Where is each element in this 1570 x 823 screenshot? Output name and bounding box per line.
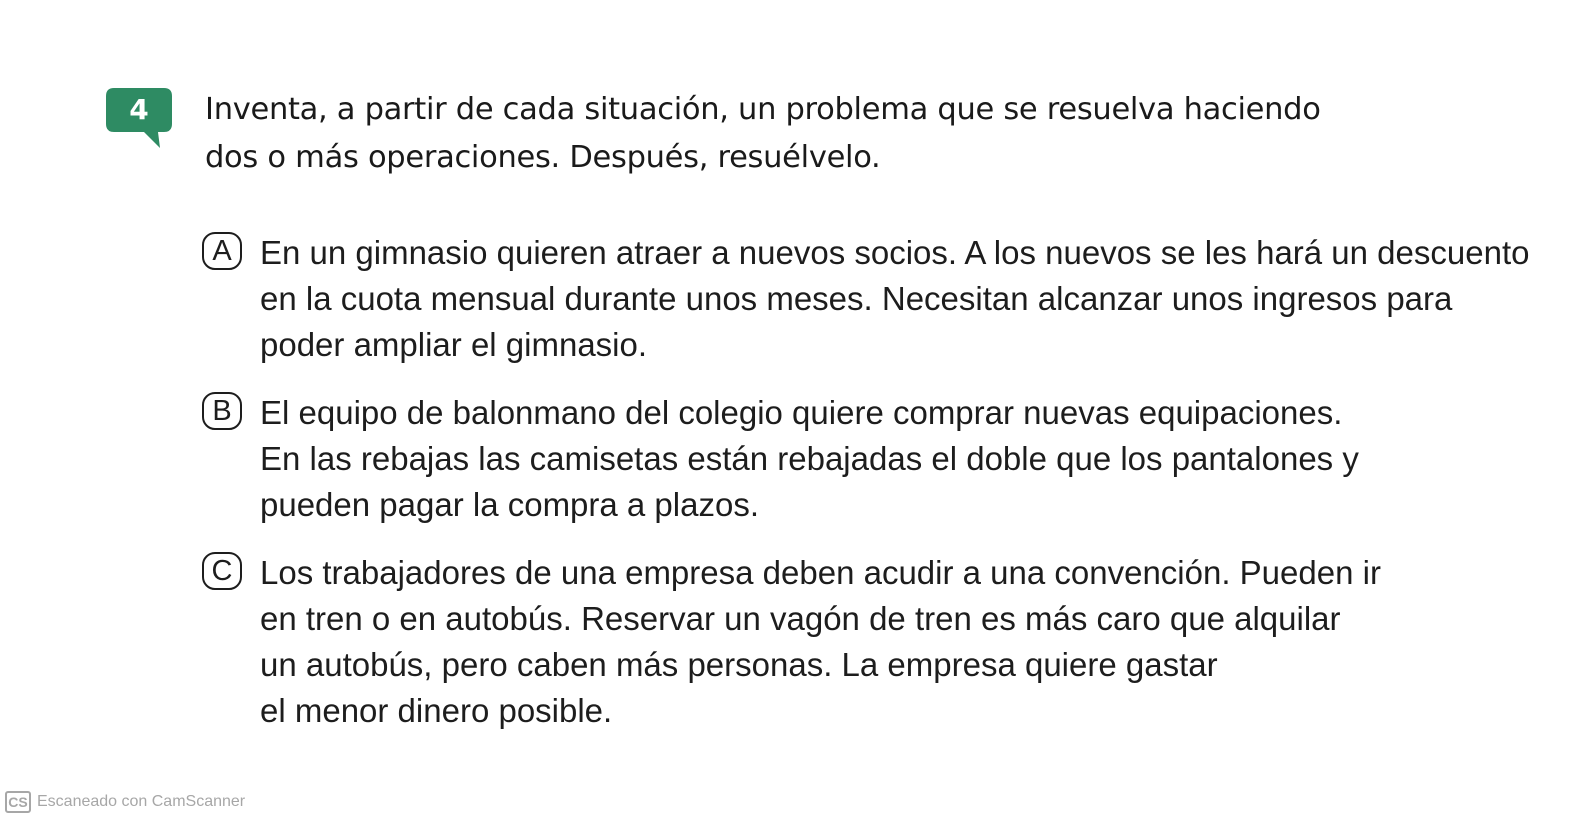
item-line: un autobús, pero caben más personas. La empresa quiere gastar [260, 646, 1218, 683]
item-line: pueden pagar la compra a plazos. [260, 486, 759, 523]
item-letter-badge: A [202, 232, 242, 270]
instruction-line: dos o más operaciones. Después, resuélvelo. [205, 140, 881, 175]
item-text [260, 550, 1381, 734]
item-line: en la cuota mensual durante unos meses. Necesitan alcanzar unos ingresos para [260, 280, 1453, 317]
item-line: El equipo de balonmano del colegio quiere comprar nuevas equipaciones. [260, 394, 1343, 431]
item-line: En un gimnasio quieren atraer a nuevos socios. A los nuevos se les hará un descuento [260, 234, 1530, 271]
item-letter-badge: B [202, 392, 242, 430]
exercise-instruction [205, 86, 1425, 182]
exercise-number: 4 [129, 93, 149, 126]
watermark-text: Escaneado con CamScanner [37, 793, 246, 810]
camscanner-watermark [5, 789, 245, 815]
item-line: el menor dinero posible. [260, 692, 613, 729]
item-line: en tren o en autobús. Reservar un vagón de tren es más caro que alquilar [260, 600, 1341, 637]
item-letter-badge: C [202, 552, 242, 590]
item-line: poder ampliar el gimnasio. [260, 326, 648, 363]
item-line: Los trabajadores de una empresa deben acudir a una convención. Pueden ir [260, 554, 1381, 591]
instruction-line: Inventa, a partir de cada situación, un problema que se resuelva haciendo [205, 92, 1321, 127]
item-text [260, 390, 1359, 528]
camscanner-logo-icon: CS [5, 791, 31, 813]
item-text [260, 230, 1529, 368]
item-line: En las rebajas las camisetas están rebajadas el doble que los pantalones y [260, 440, 1359, 477]
